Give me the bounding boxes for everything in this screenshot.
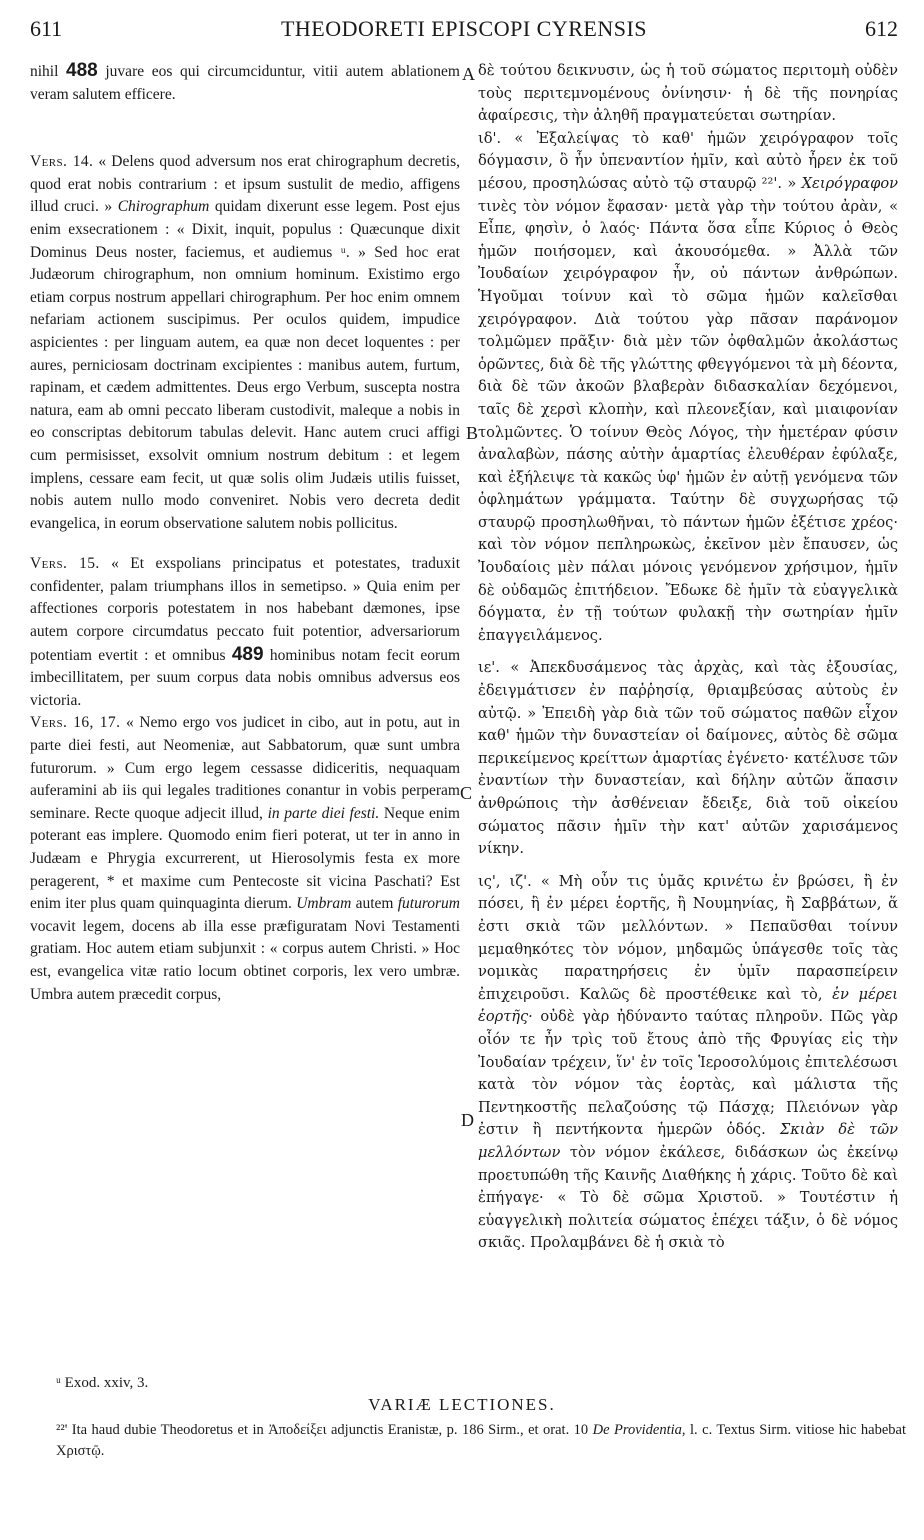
page-number-left: 611 [30, 16, 63, 41]
note-text: ²²' Ita haud dubie Theodoretus et in Ἀποδείξει adjunctis Eranistæ, p. 186 Sirm., et orat. 10 [56, 1422, 593, 1438]
greek-text: οὐδὲ γὰρ ἠδύναντο ταύτας πληροῦν. Πῶς γὰρ οἷόν τε ἦν τρὶς τοῦ ἔτους ἀπὸ τῆς Φρυγίας εἰς τὴν Ἰουδαίαν τρέχειν, ἵν' ἐν τοῖς Ἱεροσολύμοις ἐπιτελέσωσι κατὰ τὸν νόμον τὰς ἑορτὰς, καὶ μάλιστα τῆς Πεντηκοστῆς πελαζούσης τῷ Πάσχᾳ; Πλειόνων γὰρ ἐστιν ἢ πεντήκοντα ἡμερῶν ὁδός. [478, 1008, 898, 1139]
latin-italic: futurorum [397, 895, 460, 913]
latin-text: « Delens quod adversum nos erat chirographum decretis, quod erat nobis contrarium : et ipsum sustulit de medio, affigens illud cruci. » [30, 153, 461, 216]
page-number-right: 612 [865, 16, 898, 41]
greek-italic: Χειρόγραφον [801, 174, 898, 192]
latin-verse-15 [30, 553, 460, 712]
latin-text: quidam dixerunt esse legem. Post ejus enim exsecrationem : « Dixit, inquit, populus : Quæcunque dixit Dominus Deus noster, faciemus, et audiemus ᵘ. » Sed hoc erat Judæorum chirographum, non omnium hominum. Existimo ergo etiam corpus nostrum appellari chirographum. Per hoc enim omnem nefariam actionem suscipimus. Per oculos quidem, impudice aspicientes : per linguam autem, ea quæ non decet loquentes : per aures, perniciosam doctrinam excipientes : manibus autem, furtum, rapinam, et cædem admittentes. Deus ergo Verbum, suscepta nostra natura, eam ab omni peccato liberam custodivit, maleque a nobis in eo conscriptas debitorum tabulas delevit. Hanc autem cruci affigi cum permisisset, exsolvit omnium nostrum debitum : et legem implens, cessare eam fecit, ut quæ solis olim Judæis utilis fuisset, nobis autem nullo modo conveniret. Nobis vero decreta dedit evangelica, in eorum observatione salutem nobis pollicitus. [30, 198, 460, 532]
latin-text: « Et exspolians principatus et potestates, traduxit confidenter, palam triumphans illos in semetipso. » Quia enim per affectiones corporis potestatem in nos habebant dæmones, ipse autem corpore circumdatus peccato fuit potentior, adversariorum potentiam evertit : et omnibus [30, 555, 461, 664]
running-title: THEODORETI EPISCOPI CYRENSIS [280, 16, 648, 41]
greek-verse-15 [478, 657, 898, 860]
verse-label: Vers. 14. [30, 153, 94, 171]
greek-italic: ἐν μέρει ἑορτῆς· [478, 985, 898, 1026]
variae-lectiones-title: VARIÆ LECTIONES. [368, 1395, 556, 1414]
footnote: ᵘ Exod. xxiv, 3. [56, 1375, 149, 1391]
verse-label: ιε'. [478, 659, 500, 677]
verse-label: ιδ'. [478, 129, 502, 147]
latin-text: « Nemo ergo vos judicet in cibo, aut in potu, aut in parte diei festi, aut Neomeniæ, aut Sabbatorum, quæ sunt umbra futurorum. » Cum ergo legem cessasse didiceritis, nequaquam auferamini ab iis qui legales traditiones conantur in vobis perperam seminare. Recte quoque adjecit illud, [30, 714, 460, 822]
greek-text: « Μὴ οὖν τις ὑμᾶς κρινέτω ἐν βρώσει, ἢ ἐν πόσει, ἢ ἐν μέρει ἑορτῆς, ἢ Νουμηνίας, ἢ Σαββάτων, ἅ ἐστι σκιὰ τῶν μελλόντων. » Πεπαῦσθαι τοίνυν μεμαθηκότες τὸν νόμον, μηδαμῶς ὑπάγεσθε τοῖς τὰς νομικὰς παρατηρήσεις ἐν ὑμῖν παρασπείρειν ἐπιχειροῦσι. Καλῶς δὲ προστέθεικε καὶ τὸ, [478, 872, 899, 1003]
latin-paragraph-1 [30, 60, 460, 106]
page-header [30, 16, 898, 52]
note-italic: De Providentia [592, 1422, 682, 1438]
verse-label: Vers. 15. [30, 555, 100, 573]
greek-text: τινὲς τὸν νόμον ἔφασαν· μετὰ γὰρ τὴν τούτου ἀρὰν, « Εἶπε, φησὶν, ὁ λαός· Πάντα ὅσα εἶπε Κύριος ὁ Θεὸς ἡμῶν ποιήσομεν, καὶ ἀκουσόμεθα. » Ἀλλὰ τῶν Ἰουδαίων χειρόγραφον ἦν, οὐ πάντων ἀνθρώπων. Ἡγοῦμαι τοίνυν καὶ τὸ σῶμα ἡμῶν καλεῖσθαι χειρόγραφον. Διὰ τούτου γὰρ πᾶσαν παράνομον τολμῶμεν πρᾶξιν· διὰ μὲν τῶν ὀφθαλμῶν ἀκολάστως ὁρῶντες, διὰ δὲ τῆς γλώττης φθεγγόμενοι τὰ μὴ δέοντα, διὰ δὲ τῶν ἀκοῶν βλαβερὰν διδασκαλίαν δεχόμενοι, ταῖς δὲ χερσὶ κλοπὴν, καὶ πλεονεξίαν, καὶ μιαιφονίαν τολμῶντες. Ὁ τοίνυν Θεὸς Λόγος, τὴν ἡμετέραν φύσιν ἀναλαβὼν, πάσης αὐτὴν ἁμαρτίας ἐλευθέραν ἐφύλαξε, καὶ ἐξήλειψε τὰ κακῶς ὑφ' ἡμῶν ἐν αὐτῇ γενόμενα τῶν ὀφλημάτων γράμματα. Ταύτην δὲ συγχωρήσας τῷ σταυρῷ προσηλωθῆναι, τὸ πάντων ἡμῶν ἐξέτισε χρέος· καὶ τὸν νόμον πεπληρωκὼς, ἐκεῖνον μὲν ἔπαυσεν, ὡς Ἰουδαίοις μὲν πάλαι μόνοις γενόμενον χρήσιμον, ἡμῖν δὲ οὐδαμῶς ἐπιτήδειον. Ἔδωκε δὲ ἡμῖν τὰ εὐαγγελικὰ δόγματα, ἐν τῇ τούτων φυλακῇ τὴν σωτηρίαν ἡμῖν ἐπαγγειλάμενος. [478, 197, 898, 644]
greek-text: « Ἀπεκδυσάμενος τὰς ἀρχὰς, καὶ τὰς ἐξουσίας, ἐδειγμάτισεν ἐν παῤῥησίᾳ, θριαμβεύσας αὐτοὺς ἐν αὐτῷ. » Ἐπειδὴ γὰρ διὰ τῶν τοῦ σώματος παθῶν εἶχον καθ' ἡμῶν τὴν δυναστείαν οἱ δαίμονες, αὐτὸς δὲ σῶμα περικείμενος κρείττων ἁμαρτίας ἐγένετο· κατέλυσε τῶν ἐναντίων τὴν δυναστείαν, καὶ δήλην αὐτῶν ἅπασιν ἀνθρώποις τὴν ἀσθένειαν ἔδειξε, διὰ τοῦ οἰκείου σώματος πᾶσιν ἡμῖν τὴν κατ' αὐτῶν χαρισάμενος νίκην. [478, 659, 898, 858]
greek-column [478, 60, 898, 1255]
latin-verse-14 [30, 151, 460, 535]
latin-text: hominibus notam fecit eorum imbecillitatem, per suum corpus data nobis omnibus adversus eos victoria. [30, 646, 460, 709]
margin-letter-c: C [460, 783, 473, 803]
latin-verse-16-17 [30, 712, 460, 1006]
column-number-489: 489 [231, 643, 264, 665]
greek-italic: Σκιὰν δὲ τῶν μελλόντων [478, 1121, 898, 1161]
greek-verse-16-17 [478, 871, 898, 1255]
margin-letter-b: B [466, 423, 479, 443]
column-number-488: 488 [66, 60, 98, 81]
latin-text: Neque enim poterant eas implere. Quomodo enim fieri poterat, ut ter in anno in Judæam e Phrygia excurrerent, ut Hierosolymis festa ex more peragerent, * et maxime cum Pentecoste sit vicina Paschati? Est enim iter plus quam quinquaginta dierum. [30, 804, 460, 913]
verse-label: Vers. 16, 17. [30, 714, 121, 732]
latin-text: autem [351, 895, 398, 913]
variae-lectiones-note [56, 1420, 906, 1462]
latin-column [30, 60, 460, 1006]
margin-letter-a: A [462, 64, 475, 84]
greek-text: τὸν νόμον ἐκάλεσε, διδάσκων ὡς ἐκείνῳ προετυπώθη τῆς Καινῆς Διαθήκης ἡ χάρις. Τοῦτο δὲ καὶ ἐπήγαγε· « Τὸ δὲ σῶμα Χριστοῦ. » Τουτέστιν ἡ εὐαγγελικὴ πολιτεία σώματος ἐπέχει τάξιν, ὁ δὲ νόμος σκιᾶς. Προλαμβάνει δὲ ἡ σκιὰ τὸ [478, 1143, 898, 1252]
note-text: , l. c. Textus Sirm. vitiose hic habebat Χριστῷ. [56, 1422, 906, 1459]
margin-letter-d: D [461, 1110, 474, 1130]
latin-italic: in parte diei festi. [267, 804, 380, 822]
greek-text: « Ἐξαλείψας τὸ καθ' ἡμῶν χειρόγραφον τοῖς δόγμασιν, ὃ ἦν ὑπεναντίον ἡμῖν, καὶ αὐτὸ ἦρεν ἐκ τοῦ μέσου, προσηλώσας αὐτὸ τῷ σταυρῷ ²²'. » [478, 129, 898, 192]
greek-verse-14 [478, 128, 898, 648]
latin-text: nihil [30, 63, 67, 80]
latin-text: vocavit legem, docens ab illa esse præfiguratam Novi Testamenti gratiam. Hoc autem etiam subjunxit : « corpus autem Christi. » Hoc est, evangelica vitæ ratio locum obtinet corporis, lex vero umbræ. Umbra autem præcedit corpus, [30, 917, 460, 1003]
verse-label: ις', ιζ'. [478, 872, 532, 890]
latin-text: juvare eos qui circumciduntur, vitii autem ablationem veram salutem efficere. [30, 63, 460, 103]
greek-paragraph-1: δὲ τούτου δεικνυσιν, ὡς ἡ τοῦ σώματος περιτομὴ οὐδὲν τοὺς περιτεμνομένους ὀνίνησιν· ἡ δὲ τῆς πονηρίας ἀφαίρεσις, τὴν ἀληθῆ πραγματεύεται σωτηρίαν. [478, 62, 898, 125]
latin-italic: Chirographum [117, 198, 210, 216]
latin-italic: Umbram [296, 895, 352, 913]
